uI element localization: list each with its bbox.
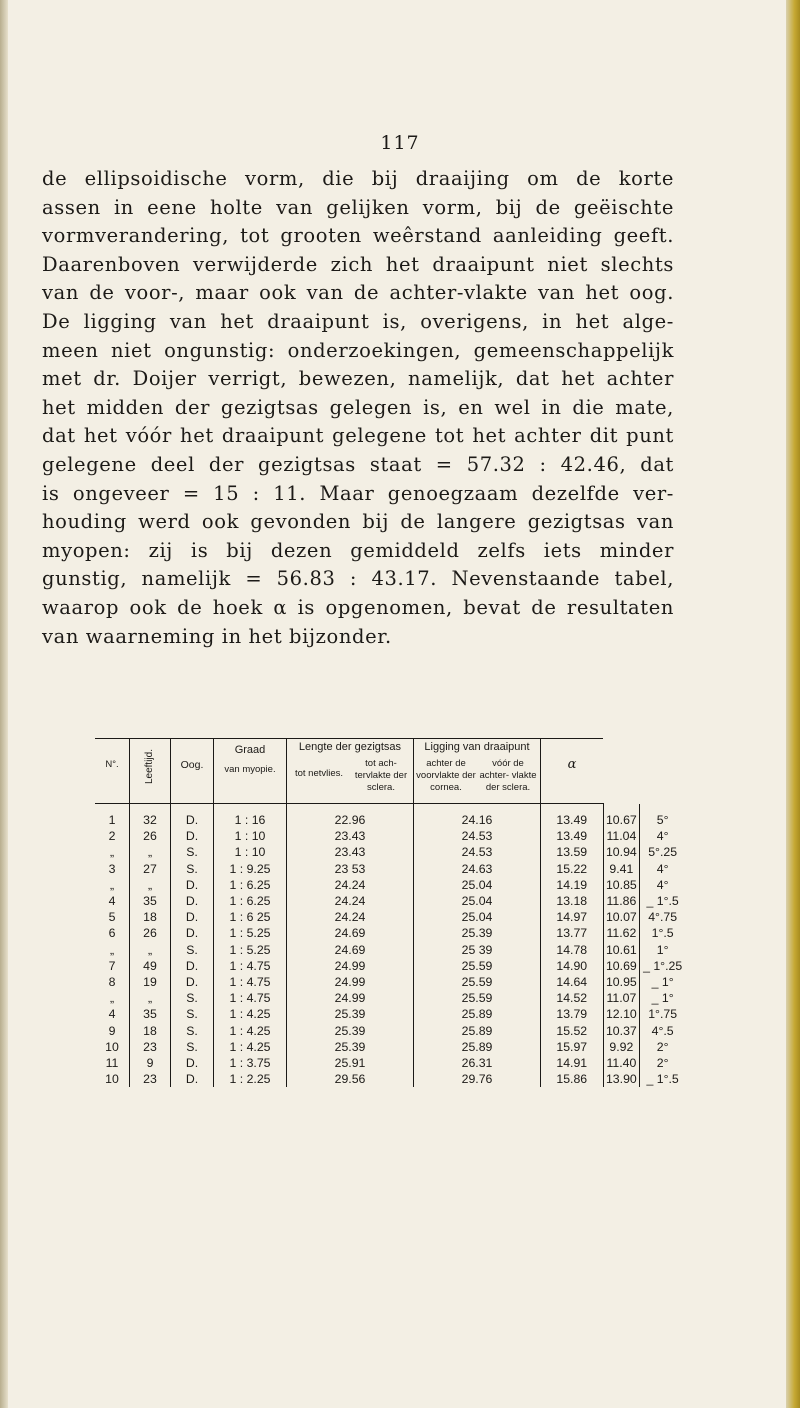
page-edge-right xyxy=(786,0,800,1408)
cell-myopia: 1 : 6.25 xyxy=(214,877,287,893)
cell-eye: D. xyxy=(171,909,214,925)
cell-pivot-before: 13.90 xyxy=(603,1071,640,1087)
cell-age: „ xyxy=(130,990,171,1006)
cell-eye: D. xyxy=(171,877,214,893)
table-row xyxy=(95,844,685,860)
cell-alpha: 4°.75 xyxy=(648,910,678,925)
cell-pivot-before: 11.07 xyxy=(603,990,640,1006)
header-alpha: α xyxy=(541,739,604,804)
cell-length-rear: 25.89 xyxy=(414,1006,541,1022)
cell-length-retina: 24.69 xyxy=(287,942,414,958)
cell-myopia: 1 : 10 xyxy=(214,844,287,860)
cell-age: 23 xyxy=(130,1039,171,1055)
cell-myopia: 1 : 5.25 xyxy=(214,925,287,941)
cell-number: 11 xyxy=(95,1055,130,1071)
cell-myopia: 1 : 3.75 xyxy=(214,1055,287,1071)
cell-age: „ xyxy=(130,844,171,860)
cell-number: „ xyxy=(95,844,130,860)
table-row xyxy=(95,909,685,925)
text-line: meen niet ongunstig: onderzoekingen, gemeenschappelijk xyxy=(42,338,674,362)
cell-number: 3 xyxy=(95,861,130,877)
cell-pivot-before: 10.85 xyxy=(603,877,640,893)
cell-eye: S. xyxy=(171,861,214,877)
cell-number: 1 xyxy=(95,804,130,829)
cell-age: 26 xyxy=(130,828,171,844)
cell-alpha: _ 1°.5 xyxy=(646,894,679,909)
cell-age: 35 xyxy=(130,893,171,909)
cell-length-retina: 25.39 xyxy=(287,1006,414,1022)
cell-length-retina: 24.99 xyxy=(287,974,414,990)
header-pivot-group: Ligging van draaipunt achter de voorvlakte der cornea. vóór de achter- vlakte der sclera. xyxy=(414,739,541,804)
cell-length-rear: 24.16 xyxy=(414,804,541,829)
cell-pivot-behind: 15.86 xyxy=(541,1071,604,1087)
cell-pivot-behind: 15.97 xyxy=(541,1039,604,1055)
header-eye: Oog. xyxy=(171,739,214,804)
table-row xyxy=(95,828,685,844)
cell-pivot-before: 10.61 xyxy=(603,942,640,958)
cell-myopia: 1 : 4.25 xyxy=(214,1006,287,1022)
cell-alpha: _ 1°.5 xyxy=(646,1072,679,1087)
cell-length-retina: 24.24 xyxy=(287,909,414,925)
cell-myopia: 1 : 5.25 xyxy=(214,942,287,958)
cell-pivot-behind: 13.79 xyxy=(541,1006,604,1022)
cell-eye: D. xyxy=(171,958,214,974)
table-row xyxy=(95,893,685,909)
cell-pivot-behind: 13.49 xyxy=(541,804,604,829)
cell-pivot-behind: 14.19 xyxy=(541,877,604,893)
cell-myopia: 1 : 10 xyxy=(214,828,287,844)
text-line: assen in eene holte van gelijken vorm, bij de geëischte xyxy=(42,195,674,219)
header-pivot-behind: achter de voorvlakte der cornea. xyxy=(416,758,476,793)
table-row xyxy=(95,877,685,893)
text-line: van waarneming in het bijzonder. xyxy=(42,624,392,648)
text-line: myopen: zij is bij dezen gemiddeld zelfs iets minder xyxy=(42,538,674,562)
cell-pivot-before: 11.86 xyxy=(603,893,640,909)
cell-length-rear: 25.04 xyxy=(414,893,541,909)
cell-length-retina: 23.43 xyxy=(287,828,414,844)
cell-length-rear: 24.63 xyxy=(414,861,541,877)
cell-alpha: 1° xyxy=(656,942,669,957)
cell-age: 27 xyxy=(130,861,171,877)
cell-length-rear: 29.76 xyxy=(414,1071,541,1087)
cell-length-rear: 25.59 xyxy=(414,958,541,974)
results-table xyxy=(95,738,685,1087)
cell-alpha: 2° xyxy=(656,1056,669,1071)
cell-alpha: 4° xyxy=(656,861,669,876)
cell-pivot-behind: 13.77 xyxy=(541,925,604,941)
text-line: gelegene deel der gezigtsas staat = 57.32 : 42.46, dat xyxy=(42,452,674,476)
cell-pivot-before: 10.07 xyxy=(603,909,640,925)
cell-number: 2 xyxy=(95,828,130,844)
cell-number: 5 xyxy=(95,909,130,925)
cell-pivot-before: 9.41 xyxy=(603,861,640,877)
cell-age: 9 xyxy=(130,1055,171,1071)
cell-number: 10 xyxy=(95,1071,130,1087)
cell-number: 4 xyxy=(95,893,130,909)
cell-pivot-before: 12.10 xyxy=(603,1006,640,1022)
cell-alpha: _ 1° xyxy=(651,975,674,990)
cell-length-retina: 23.43 xyxy=(287,844,414,860)
cell-alpha: _ 1° xyxy=(651,991,674,1006)
cell-length-retina: 25.39 xyxy=(287,1039,414,1055)
text-line: gunstig, namelijk = 56.83 : 43.17. Nevenstaande tabel, xyxy=(42,567,674,591)
cell-eye: D. xyxy=(171,1071,214,1087)
cell-number: 10 xyxy=(95,1039,130,1055)
text-line: is ongeveer = 15 : 11. Maar genoegzaam dezelfde ver- xyxy=(42,481,674,505)
cell-alpha: _ 1°.25 xyxy=(643,958,683,973)
cell-pivot-before: 11.40 xyxy=(603,1055,640,1071)
cell-age: 49 xyxy=(130,958,171,974)
cell-eye: D. xyxy=(171,974,214,990)
cell-pivot-behind: 15.52 xyxy=(541,1023,604,1039)
header-pivot-before: vóór de achter- vlakte der sclera. xyxy=(479,758,537,793)
cell-alpha: 4°.5 xyxy=(651,1023,674,1038)
text-line: van de voor-, maar ook van de achter-vlakte van het oog. xyxy=(42,281,674,305)
cell-myopia: 1 : 16 xyxy=(214,804,287,829)
cell-age: 32 xyxy=(130,804,171,829)
cell-pivot-behind: 14.52 xyxy=(541,990,604,1006)
header-length-retina: tot netvlies. xyxy=(294,768,344,779)
cell-myopia: 1 : 4.75 xyxy=(214,958,287,974)
cell-eye: S. xyxy=(171,844,214,860)
cell-length-rear: 25 39 xyxy=(414,942,541,958)
table-row xyxy=(95,1071,685,1087)
cell-myopia: 1 : 4.75 xyxy=(214,990,287,1006)
cell-eye: S. xyxy=(171,1023,214,1039)
cell-number: 8 xyxy=(95,974,130,990)
cell-pivot-behind: 15.22 xyxy=(541,861,604,877)
cell-number: „ xyxy=(95,990,130,1006)
cell-length-retina: 24.99 xyxy=(287,990,414,1006)
cell-age: 18 xyxy=(130,909,171,925)
text-line: houding werd ook gevonden bij de langere gezigtsas van xyxy=(42,510,674,534)
cell-myopia: 1 : 4.75 xyxy=(214,974,287,990)
header-length-rear: tot ach- tervlakte der sclera. xyxy=(354,758,408,793)
cell-age: 23 xyxy=(130,1071,171,1087)
cell-pivot-before: 10.95 xyxy=(603,974,640,990)
cell-eye: D. xyxy=(171,925,214,941)
cell-number: 9 xyxy=(95,1023,130,1039)
cell-eye: D. xyxy=(171,893,214,909)
table-row xyxy=(95,925,685,941)
cell-pivot-before: 10.37 xyxy=(603,1023,640,1039)
table-row xyxy=(95,1055,685,1071)
cell-pivot-behind: 14.64 xyxy=(541,974,604,990)
cell-pivot-behind: 13.18 xyxy=(541,893,604,909)
cell-length-retina: 24.69 xyxy=(287,925,414,941)
cell-pivot-before: 9.92 xyxy=(603,1039,640,1055)
cell-length-retina: 29.56 xyxy=(287,1071,414,1087)
cell-length-rear: 25.89 xyxy=(414,1023,541,1039)
cell-pivot-behind: 13.49 xyxy=(541,828,604,844)
cell-length-rear: 25.59 xyxy=(414,974,541,990)
table-row xyxy=(95,804,685,829)
cell-age: 18 xyxy=(130,1023,171,1039)
cell-number: „ xyxy=(95,942,130,958)
cell-eye: S. xyxy=(171,1006,214,1022)
cell-length-rear: 24.53 xyxy=(414,828,541,844)
cell-alpha: 1°.75 xyxy=(648,1007,678,1022)
page-number: 117 xyxy=(380,132,420,154)
cell-myopia: 1 : 4.25 xyxy=(214,1039,287,1055)
text-line: waarop ook de hoek α is opgenomen, bevat de resultaten xyxy=(42,595,674,619)
cell-length-rear: 26.31 xyxy=(414,1055,541,1071)
cell-age: „ xyxy=(130,877,171,893)
cell-length-retina: 23 53 xyxy=(287,861,414,877)
cell-length-rear: 25.04 xyxy=(414,877,541,893)
header-length-group: Lengte der gezigtsas tot netvlies. tot ach- tervlakte der sclera. xyxy=(287,739,414,804)
text-line: met dr. Doijer verrigt, bewezen, namelijk, dat het achter xyxy=(42,367,674,391)
table-row xyxy=(95,942,685,958)
text-line: het midden der gezigtsas gelegen is, en wel in die mate, xyxy=(42,395,674,419)
cell-alpha: 4° xyxy=(656,877,669,892)
text-line: De ligging van het draaipunt is, overigens, in het alge- xyxy=(42,309,674,333)
cell-pivot-behind: 14.78 xyxy=(541,942,604,958)
cell-eye: S. xyxy=(171,942,214,958)
cell-length-rear: 25.89 xyxy=(414,1039,541,1055)
table-row xyxy=(95,1023,685,1039)
table-row xyxy=(95,990,685,1006)
cell-number: 6 xyxy=(95,925,130,941)
cell-pivot-behind: 14.97 xyxy=(541,909,604,925)
header-age: Leeftijd. xyxy=(130,739,171,804)
header-myopia: Graad van myopie. xyxy=(214,739,287,804)
cell-length-rear: 25.39 xyxy=(414,925,541,941)
table-row xyxy=(95,861,685,877)
cell-pivot-before: 11.04 xyxy=(603,828,640,844)
cell-eye: S. xyxy=(171,990,214,1006)
cell-myopia: 1 : 6.25 xyxy=(214,893,287,909)
cell-length-retina: 24.99 xyxy=(287,958,414,974)
cell-length-retina: 22.96 xyxy=(287,804,414,829)
header-number: N°. xyxy=(95,739,130,804)
cell-eye: D. xyxy=(171,1055,214,1071)
cell-number: „ xyxy=(95,877,130,893)
cell-pivot-before: 10.94 xyxy=(603,844,640,860)
cell-alpha: 5°.25 xyxy=(648,845,678,860)
cell-age: „ xyxy=(130,942,171,958)
cell-length-retina: 24.24 xyxy=(287,893,414,909)
cell-pivot-behind: 14.91 xyxy=(541,1055,604,1071)
text-line: de ellipsoidische vorm, die bij draaijing om de korte xyxy=(42,167,674,190)
table-row xyxy=(95,1039,685,1055)
cell-eye: D. xyxy=(171,828,214,844)
cell-alpha: 5° xyxy=(656,812,669,827)
cell-pivot-before: 10.69 xyxy=(603,958,640,974)
cell-myopia: 1 : 6 25 xyxy=(214,909,287,925)
cell-length-retina: 25.91 xyxy=(287,1055,414,1071)
cell-age: 26 xyxy=(130,925,171,941)
table-row xyxy=(95,1006,685,1022)
cell-alpha: 4° xyxy=(656,829,669,844)
cell-pivot-behind: 14.90 xyxy=(541,958,604,974)
cell-length-rear: 24.53 xyxy=(414,844,541,860)
cell-length-retina: 24.24 xyxy=(287,877,414,893)
cell-length-retina: 25.39 xyxy=(287,1023,414,1039)
table-row xyxy=(95,974,685,990)
cell-number: 4 xyxy=(95,1006,130,1022)
text-line: vormverandering, tot grooten weêrstand aanleiding geeft. xyxy=(42,224,674,248)
page-edge-left xyxy=(0,0,8,1408)
cell-myopia: 1 : 4.25 xyxy=(214,1023,287,1039)
cell-myopia: 1 : 2.25 xyxy=(214,1071,287,1087)
cell-pivot-behind: 13.59 xyxy=(541,844,604,860)
cell-alpha: 2° xyxy=(656,1039,669,1054)
cell-eye: D. xyxy=(171,804,214,829)
text-line: dat het vóór het draaipunt gelegene tot het achter dit punt xyxy=(42,424,674,448)
cell-myopia: 1 : 9.25 xyxy=(214,861,287,877)
cell-length-rear: 25.59 xyxy=(414,990,541,1006)
cell-number: 7 xyxy=(95,958,130,974)
body-paragraph xyxy=(42,165,674,651)
cell-pivot-before: 11.62 xyxy=(603,925,640,941)
table-row xyxy=(95,958,685,974)
cell-age: 35 xyxy=(130,1006,171,1022)
cell-eye: S. xyxy=(171,1039,214,1055)
cell-age: 19 xyxy=(130,974,171,990)
cell-alpha: 1°.5 xyxy=(651,926,674,941)
cell-pivot-before: 10.67 xyxy=(603,804,640,829)
cell-length-rear: 25.04 xyxy=(414,909,541,925)
text-line: Daarenboven verwijderde zich het draaipunt niet slechts xyxy=(42,252,674,276)
